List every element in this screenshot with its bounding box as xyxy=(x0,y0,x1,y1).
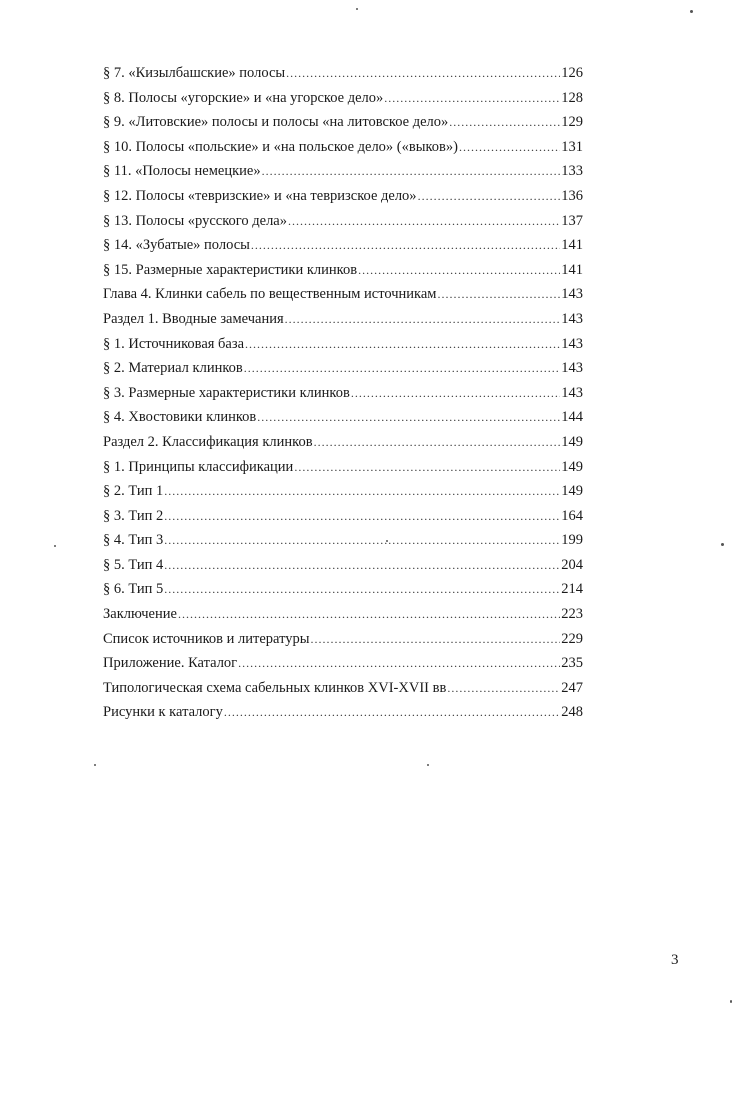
toc-entry xyxy=(103,627,583,652)
toc-entry-page: 143 xyxy=(561,310,583,327)
toc-entry-title: § 2. Материал клинков xyxy=(103,360,243,377)
toc-entry xyxy=(103,332,583,357)
toc-dot-leader xyxy=(262,159,561,184)
toc-entry-title: Типологическая схема сабельных клинков XVI-XVII вв xyxy=(103,679,447,696)
toc-dot-leader xyxy=(244,356,561,381)
toc-entry-title: § 11. «Полосы немецкие» xyxy=(103,163,261,180)
toc-dot-leader xyxy=(164,577,560,602)
toc-entry xyxy=(103,307,583,332)
toc-entry-title: § 12. Полосы «тевризские» и «на тевризское дело» xyxy=(103,187,417,204)
toc-entry-title: Раздел 2. Классификация клинков xyxy=(103,433,313,450)
toc-entry xyxy=(103,405,583,430)
toc-dot-leader xyxy=(459,135,560,160)
toc-entry-page: 199 xyxy=(561,532,583,549)
toc-entry-page: 136 xyxy=(561,187,583,204)
toc-entry xyxy=(103,184,583,209)
toc-entry xyxy=(103,282,583,307)
scan-speck xyxy=(356,8,358,10)
toc-dot-leader xyxy=(285,307,561,332)
toc-entry-title: § 3. Размерные характеристики клинков xyxy=(103,384,350,401)
toc-dot-leader xyxy=(286,61,560,86)
toc-entry xyxy=(103,381,583,406)
toc-dot-leader xyxy=(251,233,560,258)
toc-entry-page: 214 xyxy=(561,581,583,598)
toc-dot-leader xyxy=(245,332,560,357)
toc-dot-leader xyxy=(418,184,561,209)
page-number: 3 xyxy=(671,952,679,968)
toc-entry xyxy=(103,504,583,529)
toc-entry-title: Глава 4. Клинки сабель по вещественным источникам xyxy=(103,286,437,303)
toc-entry xyxy=(103,209,583,234)
toc-dot-leader xyxy=(384,86,560,111)
toc-entry-page: 223 xyxy=(561,606,583,623)
toc-entry xyxy=(103,430,583,455)
toc-dot-leader xyxy=(238,651,560,676)
toc-dot-leader xyxy=(351,381,560,406)
toc-dot-leader xyxy=(447,676,560,701)
toc-entry xyxy=(103,676,583,701)
toc-dot-leader xyxy=(449,110,560,135)
toc-entry xyxy=(103,135,583,160)
scan-speck xyxy=(94,764,96,766)
toc-entry xyxy=(103,700,583,725)
toc-entry-page: 149 xyxy=(561,458,583,475)
toc-dot-leader xyxy=(164,479,560,504)
toc-entry xyxy=(103,258,583,283)
toc-entry xyxy=(103,61,583,86)
toc-entry-title: § 7. «Кизылбашские» полосы xyxy=(103,65,286,81)
toc-entry-title: § 5. Тип 4 xyxy=(103,556,164,573)
scan-speck xyxy=(386,540,388,542)
toc-entry-page: 128 xyxy=(561,89,583,106)
toc-entry-title: § 13. Полосы «русского дела» xyxy=(103,212,287,229)
toc-entry-page: 126 xyxy=(561,65,583,81)
toc-dot-leader xyxy=(358,258,560,283)
toc-entry-page: 143 xyxy=(561,384,583,401)
toc-entry-page: 143 xyxy=(561,286,583,303)
toc-entry-title: § 8. Полосы «угорские» и «на угорское дело» xyxy=(103,89,384,106)
toc-dot-leader xyxy=(437,282,560,307)
toc-entry-page: 164 xyxy=(561,507,583,524)
toc-entry xyxy=(103,602,583,627)
toc-entry-page: 133 xyxy=(561,163,583,180)
scan-speck xyxy=(721,543,724,546)
toc-entry-title: § 15. Размерные характеристики клинков xyxy=(103,261,358,278)
table-of-contents xyxy=(103,61,583,725)
toc-entry-title: § 4. Хвостовики клинков xyxy=(103,409,257,426)
toc-dot-leader xyxy=(314,430,561,455)
toc-entry xyxy=(103,233,583,258)
toc-entry-page: 204 xyxy=(561,556,583,573)
toc-entry-title: § 14. «Зубатые» полосы xyxy=(103,237,250,254)
toc-entry-page: 141 xyxy=(561,261,583,278)
toc-entry-title: § 10. Полосы «польские» и «на польское дело» («выков») xyxy=(103,138,458,155)
toc-entry xyxy=(103,110,583,135)
toc-entry xyxy=(103,159,583,184)
toc-dot-leader xyxy=(310,627,560,652)
toc-dot-leader xyxy=(164,528,560,553)
toc-entry-page: 141 xyxy=(561,237,583,254)
scan-speck xyxy=(730,1000,732,1003)
toc-entry-page: 247 xyxy=(561,679,583,696)
toc-entry-page: 137 xyxy=(561,212,583,229)
toc-entry xyxy=(103,455,583,480)
toc-dot-leader xyxy=(224,700,560,725)
toc-entry xyxy=(103,528,583,553)
toc-dot-leader xyxy=(164,553,560,578)
toc-entry-page: 143 xyxy=(561,335,583,352)
toc-entry-page: 229 xyxy=(561,630,583,647)
toc-entry-title: Приложение. Каталог xyxy=(103,655,238,672)
toc-dot-leader xyxy=(178,602,560,627)
toc-entry-title: Заключение xyxy=(103,606,177,623)
toc-entry-page: 235 xyxy=(561,655,583,672)
toc-entry-page: 149 xyxy=(561,483,583,500)
toc-entry-title: § 4. Тип 3 xyxy=(103,532,164,549)
toc-entry-page: 144 xyxy=(561,409,583,426)
toc-entry-title: § 2. Тип 1 xyxy=(103,483,164,500)
toc-entry-page: 248 xyxy=(561,704,583,721)
toc-entry-title: § 6. Тип 5 xyxy=(103,581,164,598)
toc-entry xyxy=(103,577,583,602)
scan-speck xyxy=(690,10,693,13)
scan-speck xyxy=(54,545,56,547)
toc-entry-page: 143 xyxy=(561,360,583,377)
toc-entry xyxy=(103,479,583,504)
toc-entry-title: Список источников и литературы xyxy=(103,630,310,647)
toc-entry-title: § 1. Источниковая база xyxy=(103,335,245,352)
toc-dot-leader xyxy=(164,504,560,529)
toc-entry xyxy=(103,86,583,111)
toc-entry-page: 131 xyxy=(561,138,583,155)
toc-entry xyxy=(103,651,583,676)
toc-dot-leader xyxy=(288,209,560,234)
toc-entry xyxy=(103,553,583,578)
toc-entry-title: Раздел 1. Вводные замечания xyxy=(103,310,284,327)
toc-entry-title: § 1. Принципы классификации xyxy=(103,458,294,475)
toc-dot-leader xyxy=(294,455,560,480)
toc-entry-page: 149 xyxy=(561,433,583,450)
toc-entry xyxy=(103,356,583,381)
toc-entry-page: 129 xyxy=(561,114,583,131)
toc-entry-title: Рисунки к каталогу xyxy=(103,704,223,721)
scan-speck xyxy=(427,764,429,766)
toc-dot-leader xyxy=(257,405,560,430)
toc-entry-title: § 3. Тип 2 xyxy=(103,507,164,524)
toc-entry-title: § 9. «Литовские» полосы и полосы «на литовское дело» xyxy=(103,114,449,131)
